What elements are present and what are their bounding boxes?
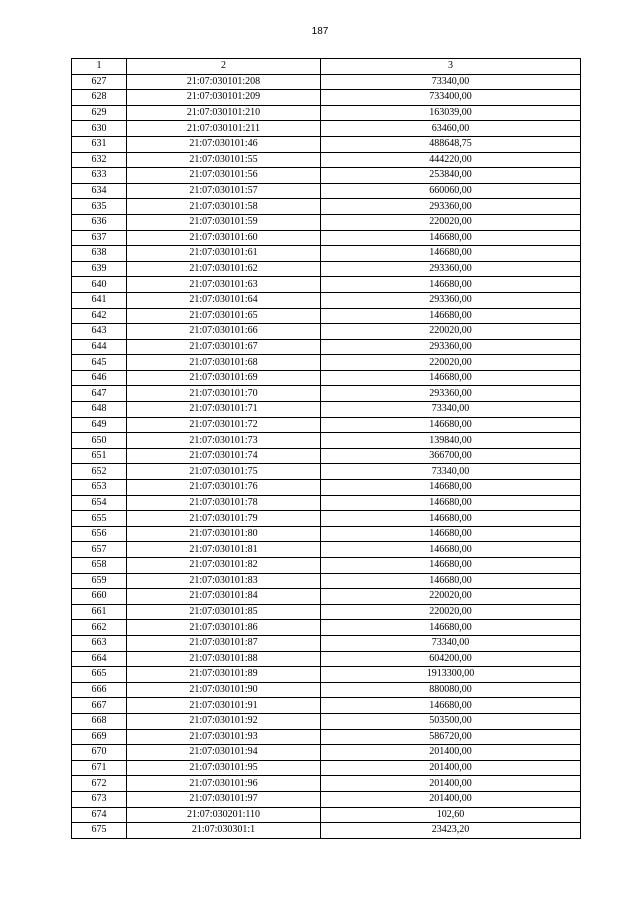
value-cell: 73340,00 <box>321 464 581 480</box>
row-number-cell: 629 <box>72 105 127 121</box>
header-cell-1: 1 <box>72 59 127 75</box>
row-number-cell: 641 <box>72 292 127 308</box>
value-cell: 201400,00 <box>321 791 581 807</box>
row-number-cell: 662 <box>72 620 127 636</box>
value-cell: 220020,00 <box>321 324 581 340</box>
cadastral-number-cell: 21:07:030101:69 <box>127 370 321 386</box>
value-cell: 201400,00 <box>321 745 581 761</box>
cadastral-number-cell: 21:07:030101:93 <box>127 729 321 745</box>
value-cell: 146680,00 <box>321 558 581 574</box>
table-row <box>72 214 581 230</box>
value-cell: 163039,00 <box>321 105 581 121</box>
table-row <box>72 791 581 807</box>
value-cell: 220020,00 <box>321 355 581 371</box>
value-cell: 503500,00 <box>321 713 581 729</box>
row-number-cell: 637 <box>72 230 127 246</box>
table-row <box>72 682 581 698</box>
table-row <box>72 776 581 792</box>
value-cell: 253840,00 <box>321 168 581 184</box>
value-cell: 63460,00 <box>321 121 581 137</box>
table-row <box>72 199 581 215</box>
cadastral-number-cell: 21:07:030101:87 <box>127 635 321 651</box>
table-row <box>72 90 581 106</box>
cadastral-number-cell: 21:07:030101:79 <box>127 511 321 527</box>
table-row <box>72 480 581 496</box>
table-row <box>72 230 581 246</box>
cadastral-number-cell: 21:07:030101:210 <box>127 105 321 121</box>
row-number-cell: 655 <box>72 511 127 527</box>
cadastral-number-cell: 21:07:030101:62 <box>127 261 321 277</box>
value-cell: 293360,00 <box>321 292 581 308</box>
row-number-cell: 656 <box>72 526 127 542</box>
cadastral-number-cell: 21:07:030101:65 <box>127 308 321 324</box>
cadastral-number-cell: 21:07:030101:82 <box>127 558 321 574</box>
row-number-cell: 653 <box>72 480 127 496</box>
value-cell: 660060,00 <box>321 183 581 199</box>
row-number-cell: 640 <box>72 277 127 293</box>
cadastral-number-cell: 21:07:030101:55 <box>127 152 321 168</box>
cadastral-number-cell: 21:07:030101:67 <box>127 339 321 355</box>
cadastral-number-cell: 21:07:030101:59 <box>127 214 321 230</box>
cadastral-number-cell: 21:07:030101:63 <box>127 277 321 293</box>
value-cell: 139840,00 <box>321 433 581 449</box>
value-cell: 444220,00 <box>321 152 581 168</box>
table-row <box>72 261 581 277</box>
row-number-cell: 639 <box>72 261 127 277</box>
table-row <box>72 448 581 464</box>
value-cell: 146680,00 <box>321 698 581 714</box>
table-row <box>72 635 581 651</box>
row-number-cell: 669 <box>72 729 127 745</box>
value-cell: 102,60 <box>321 807 581 823</box>
table-row <box>72 292 581 308</box>
row-number-cell: 649 <box>72 417 127 433</box>
row-number-cell: 665 <box>72 667 127 683</box>
table-row <box>72 370 581 386</box>
cadastral-number-cell: 21:07:030101:61 <box>127 246 321 262</box>
value-cell: 146680,00 <box>321 495 581 511</box>
row-number-cell: 659 <box>72 573 127 589</box>
cadastral-number-cell: 21:07:030101:92 <box>127 713 321 729</box>
cadastral-number-cell: 21:07:030101:58 <box>127 199 321 215</box>
row-number-cell: 647 <box>72 386 127 402</box>
cadastral-number-cell: 21:07:030101:46 <box>127 136 321 152</box>
cadastral-table <box>71 58 581 839</box>
row-number-cell: 645 <box>72 355 127 371</box>
value-cell: 220020,00 <box>321 214 581 230</box>
header-cell-2: 2 <box>127 59 321 75</box>
cadastral-number-cell: 21:07:030101:89 <box>127 667 321 683</box>
table-row <box>72 464 581 480</box>
table-row <box>72 402 581 418</box>
cadastral-number-cell: 21:07:030101:76 <box>127 480 321 496</box>
cadastral-number-cell: 21:07:030101:70 <box>127 386 321 402</box>
cadastral-number-cell: 21:07:030101:91 <box>127 698 321 714</box>
row-number-cell: 635 <box>72 199 127 215</box>
table-row <box>72 713 581 729</box>
value-cell: 146680,00 <box>321 511 581 527</box>
cadastral-number-cell: 21:07:030101:84 <box>127 589 321 605</box>
value-cell: 146680,00 <box>321 542 581 558</box>
value-cell: 366700,00 <box>321 448 581 464</box>
table-row <box>72 760 581 776</box>
table-row <box>72 526 581 542</box>
value-cell: 23423,20 <box>321 823 581 839</box>
cadastral-number-cell: 21:07:030101:81 <box>127 542 321 558</box>
table-row <box>72 277 581 293</box>
row-number-cell: 671 <box>72 760 127 776</box>
table-row <box>72 152 581 168</box>
cadastral-number-cell: 21:07:030101:97 <box>127 791 321 807</box>
table-row <box>72 386 581 402</box>
row-number-cell: 633 <box>72 168 127 184</box>
row-number-cell: 643 <box>72 324 127 340</box>
row-number-cell: 627 <box>72 74 127 90</box>
row-number-cell: 667 <box>72 698 127 714</box>
value-cell: 586720,00 <box>321 729 581 745</box>
value-cell: 220020,00 <box>321 589 581 605</box>
value-cell: 220020,00 <box>321 604 581 620</box>
value-cell: 733400,00 <box>321 90 581 106</box>
value-cell: 146680,00 <box>321 620 581 636</box>
row-number-cell: 673 <box>72 791 127 807</box>
row-number-cell: 642 <box>72 308 127 324</box>
table-row <box>72 604 581 620</box>
row-number-cell: 672 <box>72 776 127 792</box>
cadastral-number-cell: 21:07:030101:95 <box>127 760 321 776</box>
table-row <box>72 417 581 433</box>
cadastral-number-cell: 21:07:030101:74 <box>127 448 321 464</box>
table-row <box>72 558 581 574</box>
row-number-cell: 646 <box>72 370 127 386</box>
cadastral-number-cell: 21:07:030101:83 <box>127 573 321 589</box>
cadastral-number-cell: 21:07:030101:88 <box>127 651 321 667</box>
row-number-cell: 668 <box>72 713 127 729</box>
value-cell: 293360,00 <box>321 386 581 402</box>
row-number-cell: 630 <box>72 121 127 137</box>
table-row <box>72 105 581 121</box>
table-row <box>72 651 581 667</box>
value-cell: 201400,00 <box>321 760 581 776</box>
value-cell: 146680,00 <box>321 573 581 589</box>
cadastral-number-cell: 21:07:030101:56 <box>127 168 321 184</box>
value-cell: 146680,00 <box>321 230 581 246</box>
cadastral-number-cell: 21:07:030101:209 <box>127 90 321 106</box>
table-row <box>72 495 581 511</box>
cadastral-number-cell: 21:07:030101:75 <box>127 464 321 480</box>
table-row <box>72 355 581 371</box>
cadastral-number-cell: 21:07:030101:85 <box>127 604 321 620</box>
table-row <box>72 729 581 745</box>
value-cell: 1913300,00 <box>321 667 581 683</box>
value-cell: 293360,00 <box>321 261 581 277</box>
value-cell: 604200,00 <box>321 651 581 667</box>
row-number-cell: 666 <box>72 682 127 698</box>
cadastral-number-cell: 21:07:030301:1 <box>127 823 321 839</box>
value-cell: 880080,00 <box>321 682 581 698</box>
cadastral-number-cell: 21:07:030101:90 <box>127 682 321 698</box>
row-number-cell: 661 <box>72 604 127 620</box>
row-number-cell: 674 <box>72 807 127 823</box>
value-cell: 73340,00 <box>321 402 581 418</box>
row-number-cell: 675 <box>72 823 127 839</box>
row-number-cell: 658 <box>72 558 127 574</box>
table-row <box>72 183 581 199</box>
cadastral-number-cell: 21:07:030201:110 <box>127 807 321 823</box>
value-cell: 73340,00 <box>321 74 581 90</box>
cadastral-number-cell: 21:07:030101:78 <box>127 495 321 511</box>
row-number-cell: 628 <box>72 90 127 106</box>
table-row <box>72 807 581 823</box>
table-header-row <box>72 59 581 75</box>
cadastral-number-cell: 21:07:030101:208 <box>127 74 321 90</box>
cadastral-number-cell: 21:07:030101:72 <box>127 417 321 433</box>
cadastral-number-cell: 21:07:030101:66 <box>127 324 321 340</box>
value-cell: 146680,00 <box>321 277 581 293</box>
row-number-cell: 644 <box>72 339 127 355</box>
row-number-cell: 660 <box>72 589 127 605</box>
table-row <box>72 433 581 449</box>
table-row <box>72 573 581 589</box>
cadastral-number-cell: 21:07:030101:80 <box>127 526 321 542</box>
table-row <box>72 339 581 355</box>
table-row <box>72 168 581 184</box>
table-row <box>72 74 581 90</box>
cadastral-number-cell: 21:07:030101:86 <box>127 620 321 636</box>
value-cell: 146680,00 <box>321 308 581 324</box>
table-row <box>72 542 581 558</box>
value-cell: 293360,00 <box>321 339 581 355</box>
cadastral-number-cell: 21:07:030101:68 <box>127 355 321 371</box>
value-cell: 201400,00 <box>321 776 581 792</box>
row-number-cell: 663 <box>72 635 127 651</box>
table-row <box>72 745 581 761</box>
cadastral-number-cell: 21:07:030101:60 <box>127 230 321 246</box>
value-cell: 146680,00 <box>321 417 581 433</box>
table-row <box>72 324 581 340</box>
table-row <box>72 698 581 714</box>
table-body <box>72 59 581 839</box>
row-number-cell: 650 <box>72 433 127 449</box>
table-row <box>72 589 581 605</box>
row-number-cell: 670 <box>72 745 127 761</box>
table-row <box>72 246 581 262</box>
cadastral-number-cell: 21:07:030101:211 <box>127 121 321 137</box>
row-number-cell: 651 <box>72 448 127 464</box>
value-cell: 73340,00 <box>321 635 581 651</box>
value-cell: 488648,75 <box>321 136 581 152</box>
row-number-cell: 634 <box>72 183 127 199</box>
cadastral-number-cell: 21:07:030101:94 <box>127 745 321 761</box>
table-row <box>72 667 581 683</box>
table-row <box>72 823 581 839</box>
table-row <box>72 121 581 137</box>
table-row <box>72 136 581 152</box>
header-cell-3: 3 <box>321 59 581 75</box>
row-number-cell: 638 <box>72 246 127 262</box>
cadastral-number-cell: 21:07:030101:71 <box>127 402 321 418</box>
row-number-cell: 632 <box>72 152 127 168</box>
page-number: 187 <box>311 26 329 37</box>
cadastral-number-cell: 21:07:030101:57 <box>127 183 321 199</box>
value-cell: 146680,00 <box>321 480 581 496</box>
table-row <box>72 511 581 527</box>
cadastral-number-cell: 21:07:030101:73 <box>127 433 321 449</box>
cadastral-number-cell: 21:07:030101:96 <box>127 776 321 792</box>
table-row <box>72 620 581 636</box>
cadastral-number-cell: 21:07:030101:64 <box>127 292 321 308</box>
value-cell: 146680,00 <box>321 246 581 262</box>
row-number-cell: 631 <box>72 136 127 152</box>
table-row <box>72 308 581 324</box>
value-cell: 293360,00 <box>321 199 581 215</box>
row-number-cell: 636 <box>72 214 127 230</box>
row-number-cell: 648 <box>72 402 127 418</box>
value-cell: 146680,00 <box>321 370 581 386</box>
row-number-cell: 654 <box>72 495 127 511</box>
row-number-cell: 664 <box>72 651 127 667</box>
row-number-cell: 652 <box>72 464 127 480</box>
row-number-cell: 657 <box>72 542 127 558</box>
value-cell: 146680,00 <box>321 526 581 542</box>
